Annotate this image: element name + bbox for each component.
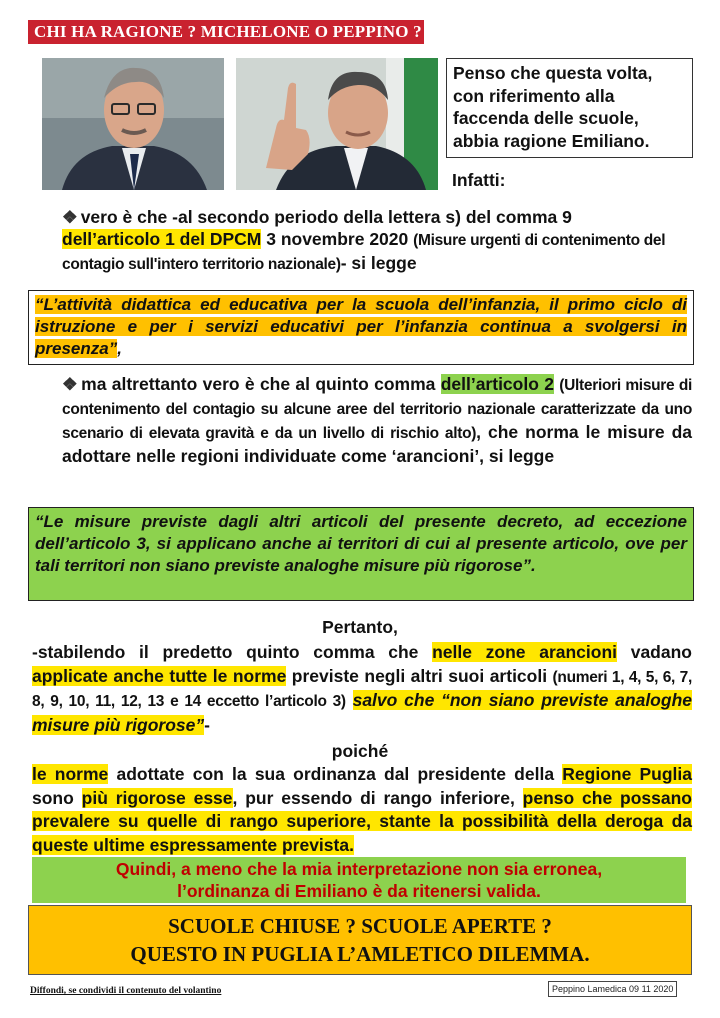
para-text: sono [32, 787, 82, 808]
para-text: - [204, 714, 210, 735]
poiche-label: poiché [331, 741, 389, 761]
paragraph-reasoning [32, 641, 692, 737]
highlight-orange-zones: nelle zone arancioni [432, 642, 618, 662]
page-title: CHI HA RAGIONE ? MICHELONE O PEPPINO ? [28, 20, 424, 44]
bullet-text: 3 novembre 2020 [261, 229, 414, 249]
author-opinion: Penso che questa volta, con riferimento alla faccenda delle scuole, abbia ragione Emiliano. [446, 58, 693, 158]
highlight-prevail: penso che possano prevalere su quelle di rango superiore, stante la possibilità della deroga da queste ultime espressamente prevista. [32, 787, 692, 855]
para-text: , pur essendo di rango inferiore, [232, 787, 523, 808]
paragraph-ordinance [32, 763, 692, 857]
dilemma-banner [28, 905, 692, 975]
bullet-article-1 [62, 206, 692, 276]
bullet-text: , che norma le misure da adottare nelle regioni individuate come ‘arancioni’, si legge [62, 422, 693, 466]
banner-line: SCUOLE CHIUSE ? SCUOLE APERTE ? [168, 914, 552, 938]
quote-article-2: “Le misure previste dagli altri articoli del presente decreto, ad eccezione dell’articolo 3, si applicano anche ai territori di cui al presente articolo, ove per tali territori non siano previste analoghe misure più rigorose”. [28, 507, 694, 601]
highlight-exception: salvo che “non siano previste analoghe misure più rigorose” [32, 690, 692, 735]
person-portrait-icon [42, 58, 224, 190]
highlight-stricter: più rigorose esse [81, 787, 233, 808]
pertanto-label: Pertanto, [322, 617, 398, 637]
conclusion-box [32, 857, 686, 903]
para-text [346, 690, 353, 710]
footer-share-note: Diffondi, se condividi il contenuto del volantino [30, 986, 222, 996]
bullet-text: - si legge [340, 253, 417, 273]
banner-line: QUESTO IN PUGLIA L’AMLETICO DILEMMA. [130, 942, 590, 966]
diamond-bullet-icon: ❖ [62, 374, 79, 394]
para-text: che [374, 642, 433, 662]
decree-title: (Misure urgenti di contenimento del contagio sull'intero territorio nazionale) [62, 232, 666, 273]
quote-text: “L’attività didattica ed educativa per la scuola dell’infanzia, il primo ciclo di istruzione e per i servizi educativi per l’infanzia continua a svolgersi in presenza” [35, 295, 687, 358]
highlight-all-norms: applicate anche tutte le norme [32, 665, 287, 686]
para-text: -stabilendo il predetto quinto comma [32, 642, 375, 662]
person-portrait-icon [236, 58, 438, 190]
para-text: vadano [617, 642, 692, 662]
footer-signature: Peppino Lamedica 09 11 2020 [548, 981, 677, 997]
bullet-article-2 [62, 373, 692, 467]
highlight-article-1: dell’articolo 1 del DPCM [62, 229, 262, 249]
quote-tail: , [117, 339, 122, 358]
highlight-article-2: dell’articolo 2 [440, 374, 554, 394]
conclusion-line: l’ordinanza di Emiliano è da ritenersi valida. [177, 881, 541, 901]
para-text: adottate con la sua ordinanza dal presidente della [108, 764, 563, 784]
conclusion-line: Quindi, a meno che la mia interpretazione non sia erronea, [115, 859, 603, 879]
bullet-text: ma altrettanto vero è che al quinto comma [81, 374, 441, 394]
articles-list: (numeri 1, 4, 5, 6, 7, 8, 9, 10, 11, 12, 13 e 14 eccetto l’articolo 3) [32, 668, 692, 710]
highlight-region: Regione Puglia [562, 764, 693, 784]
para-text: previste negli altri suoi articoli [286, 665, 553, 686]
photo-emiliano [42, 58, 224, 190]
diamond-bullet-icon: ❖ [62, 207, 78, 227]
quote-article-1 [28, 290, 694, 365]
bullet-text: vero è che -al secondo periodo della lettera s) del comma 9 [80, 207, 572, 227]
highlight-norms: le norme [32, 764, 109, 784]
infatti-label: Infatti: [452, 170, 506, 190]
photo-conte [236, 58, 438, 190]
article-2-title: (Ulteriori misure di contenimento del contagio su alcune aree del territorio nazionale caratterizzate da uno scenario di elevata gravità e da un livello di rischio alto) [62, 377, 692, 442]
